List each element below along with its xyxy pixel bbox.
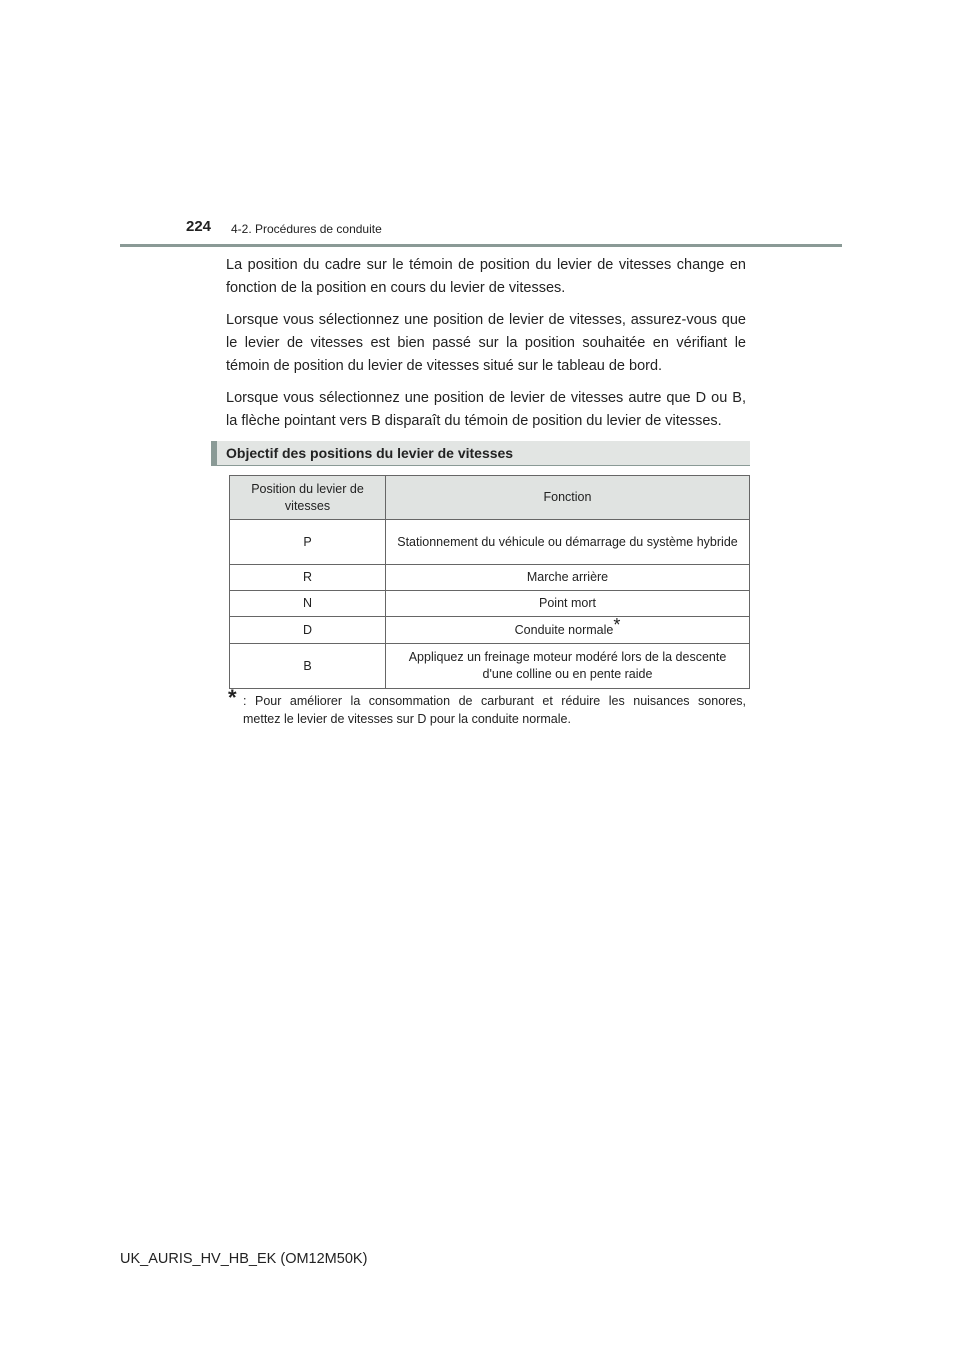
footnote-line-1: : Pour améliorer la consommation de carburant et réduire les nuisances sonores,	[243, 694, 746, 708]
cell-position: N	[230, 591, 386, 617]
footnote-mark: *	[613, 614, 621, 635]
table-header-row	[230, 476, 750, 520]
cell-position: D	[230, 617, 386, 644]
footnote	[228, 685, 746, 728]
subheading-bar	[211, 441, 750, 466]
paragraph: Lorsque vous sélectionnez une position de levier de vitesses autre que D ou B, la flèche pointant vers B disparaît du témoin de position du levier de vitesses.	[226, 390, 746, 429]
paragraph: Lorsque vous sélectionnez une position de levier de vitesses, assurez-vous que le levier de vitesses est bien passé sur la position souhaitée en vérifiant le témoin de position du levier de vitesses situé sur le tableau de bord.	[226, 312, 746, 374]
cell-function: Stationnement du véhicule ou démarrage du système hybride	[386, 520, 750, 565]
footnote-line-2: mettez le levier de vitesses sur D pour la conduite normale.	[243, 712, 571, 726]
table-row	[230, 565, 750, 591]
section-title: 4-2. Procédures de conduite	[231, 222, 382, 236]
page-number: 224	[186, 218, 212, 235]
column-header-position: Position du levier de vitesses	[230, 476, 386, 520]
cell-function	[386, 614, 750, 644]
cell-position: P	[230, 520, 386, 565]
cell-position: B	[230, 644, 386, 689]
manual-code: UK_AURIS_HV_HB_EK (OM12M50K)	[120, 1251, 368, 1267]
cell-function: Appliquez un freinage moteur modéré lors de la descente d'une colline ou en pente raide	[386, 644, 750, 689]
subheading-title: Objectif des positions du levier de vitesses	[226, 445, 514, 461]
table-row	[230, 644, 750, 689]
paragraph: La position du cadre sur le témoin de position du levier de vitesses change en fonction de la position en cours du levier de vitesses.	[226, 257, 746, 296]
function-text: Conduite normale	[514, 622, 614, 637]
body-text	[226, 254, 746, 442]
table-row	[230, 617, 750, 644]
cell-position: R	[230, 565, 386, 591]
gear-position-table	[229, 475, 750, 689]
cell-function: Marche arrière	[386, 565, 750, 591]
table-row	[230, 520, 750, 565]
cell-function: Point mort	[386, 591, 750, 617]
footnote-star: *	[228, 685, 237, 710]
column-header-function: Fonction	[386, 476, 750, 520]
table-row	[230, 591, 750, 617]
header-divider	[120, 244, 842, 247]
